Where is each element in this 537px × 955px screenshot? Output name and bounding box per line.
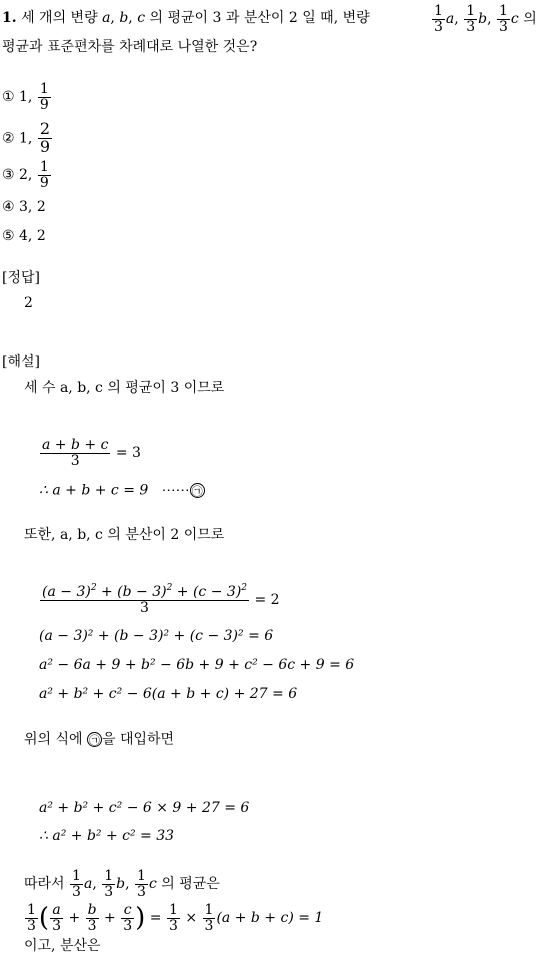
fraction: $\frac{a + b + c}{3}$ [42, 437, 109, 469]
solution-intro-2: 또한, a, b, c 의 분산이 2 이므로 [24, 527, 225, 543]
fraction: $\frac{1}{3}$ [104, 868, 114, 900]
question-number: 1. [2, 10, 17, 26]
choice-text: 2, [19, 167, 33, 184]
fraction: $\frac{1}{9}$ [39, 81, 49, 113]
answer-label: [정답] [2, 270, 40, 286]
fraction: $\frac{1}{3}$ [137, 868, 146, 900]
fraction: $\frac{1}{3}$ [466, 3, 476, 35]
choice-1[interactable] [2, 82, 52, 112]
fraction: $\frac{a}{3}$ [52, 902, 61, 934]
equation-3: $\frac{(a - 3)^2 + (b - 3)^2 + (c - 3)^2}{3}$ = 2 [42, 583, 280, 616]
fraction: $\frac{1}{3}$ [498, 3, 508, 35]
choice-text: 1, [19, 89, 33, 106]
fraction: $\frac{1}{3}$ [434, 3, 443, 35]
fraction: $\frac{1}{3}$ [72, 868, 81, 900]
question-text-c: 의 [518, 11, 537, 28]
solution-label: [해설] [2, 354, 40, 370]
fraction: $\frac{(a - 3)^2 + (b - 3)^2 + (c - 3)^2}{3}$ [42, 583, 248, 616]
choice-3[interactable] [2, 160, 52, 190]
equation-4: (a − 3)² + (b − 3)² + (c − 3)² = 6 [39, 628, 274, 644]
equation-1: $\frac{a + b + c}{3}$ = 3 [42, 437, 141, 469]
equation-8: ∴ a² + b² + c² = 33 [39, 828, 175, 844]
circled-mark: ㉠ [191, 485, 203, 498]
question-text-b: 의 평균이 3 과 분산이 2 일 때, 변량 [145, 10, 370, 26]
choice-mark: ① [2, 89, 15, 106]
equation-9: $\frac{1}{3}$ ( $\frac{a}{3}$ + $\frac{b}{3}$ + $\frac{c}{3}$ ) = $\frac{1}{3}$ × $\frac{1}{3}$ (a + b + c) = 1 [27, 902, 324, 934]
answer-value: 2 [24, 295, 33, 311]
choice-text: 3, 2 [19, 199, 46, 215]
choice-text: 1, [19, 130, 33, 147]
equation-7: a² + b² + c² − 6 × 9 + 27 = 6 [39, 800, 250, 816]
fraction: $\frac{2}{9}$ [39, 119, 51, 156]
fraction: $\frac{1}{3}$ [27, 902, 36, 934]
equation-2: ∴ a + b + c = 9 ⋯⋯ ㉠ [39, 482, 203, 499]
var-c: c [137, 10, 146, 26]
fraction: $\frac{1}{3}$ [168, 902, 178, 934]
var-b: b [119, 10, 129, 26]
choice-text: 4, 2 [19, 228, 46, 244]
choice-4[interactable] [2, 200, 46, 214]
question-line-1: 1. 세 개의 변량 a, b, c 의 평균이 3 과 분산이 2 일 때, 변량 [2, 10, 370, 26]
choice-mark: ② [2, 130, 15, 147]
circled-mark: ㉠ [89, 734, 100, 747]
solution-intro: 세 수 a, b, c 의 평균이 3 이므로 [24, 380, 225, 396]
equation-5: a² − 6a + 9 + b² − 6b + 9 + c² − 6c + 9 = 6 [39, 657, 355, 673]
choice-2[interactable] [2, 121, 53, 156]
choice-mark: ⑤ [2, 228, 15, 244]
therefore-line: 따라서 $\frac{1}{3}$ a, $\frac{1}{3}$ b, $\frac{1}{3}$ c 의 평균은 [24, 868, 220, 900]
fraction: $\frac{b}{3}$ [87, 902, 97, 934]
choice-mark: ④ [2, 199, 15, 215]
fraction: $\frac{1}{3}$ [204, 902, 214, 934]
substitute-line: 위의 식에 ㉠ 을 대입하면 [24, 731, 175, 748]
choice-5[interactable] [2, 229, 46, 243]
question-fractions: $\frac{1}{3}$ a, $\frac{1}{3}$ b, $\frac{1}{3}$ c 의 [434, 3, 537, 35]
last-line: 이고, 분산은 [24, 938, 101, 954]
choice-mark: ③ [2, 167, 15, 184]
question-text-a: 세 개의 변량 [21, 10, 103, 26]
fraction: $\frac{c}{3}$ [123, 902, 133, 934]
fraction: $\frac{1}{9}$ [39, 159, 49, 191]
equation-6: a² + b² + c² − 6(a + b + c) + 27 = 6 [39, 686, 298, 702]
question-line-2: 평균과 표준편차를 차례대로 나열한 것은? [2, 39, 258, 55]
var-a: a [102, 10, 111, 26]
